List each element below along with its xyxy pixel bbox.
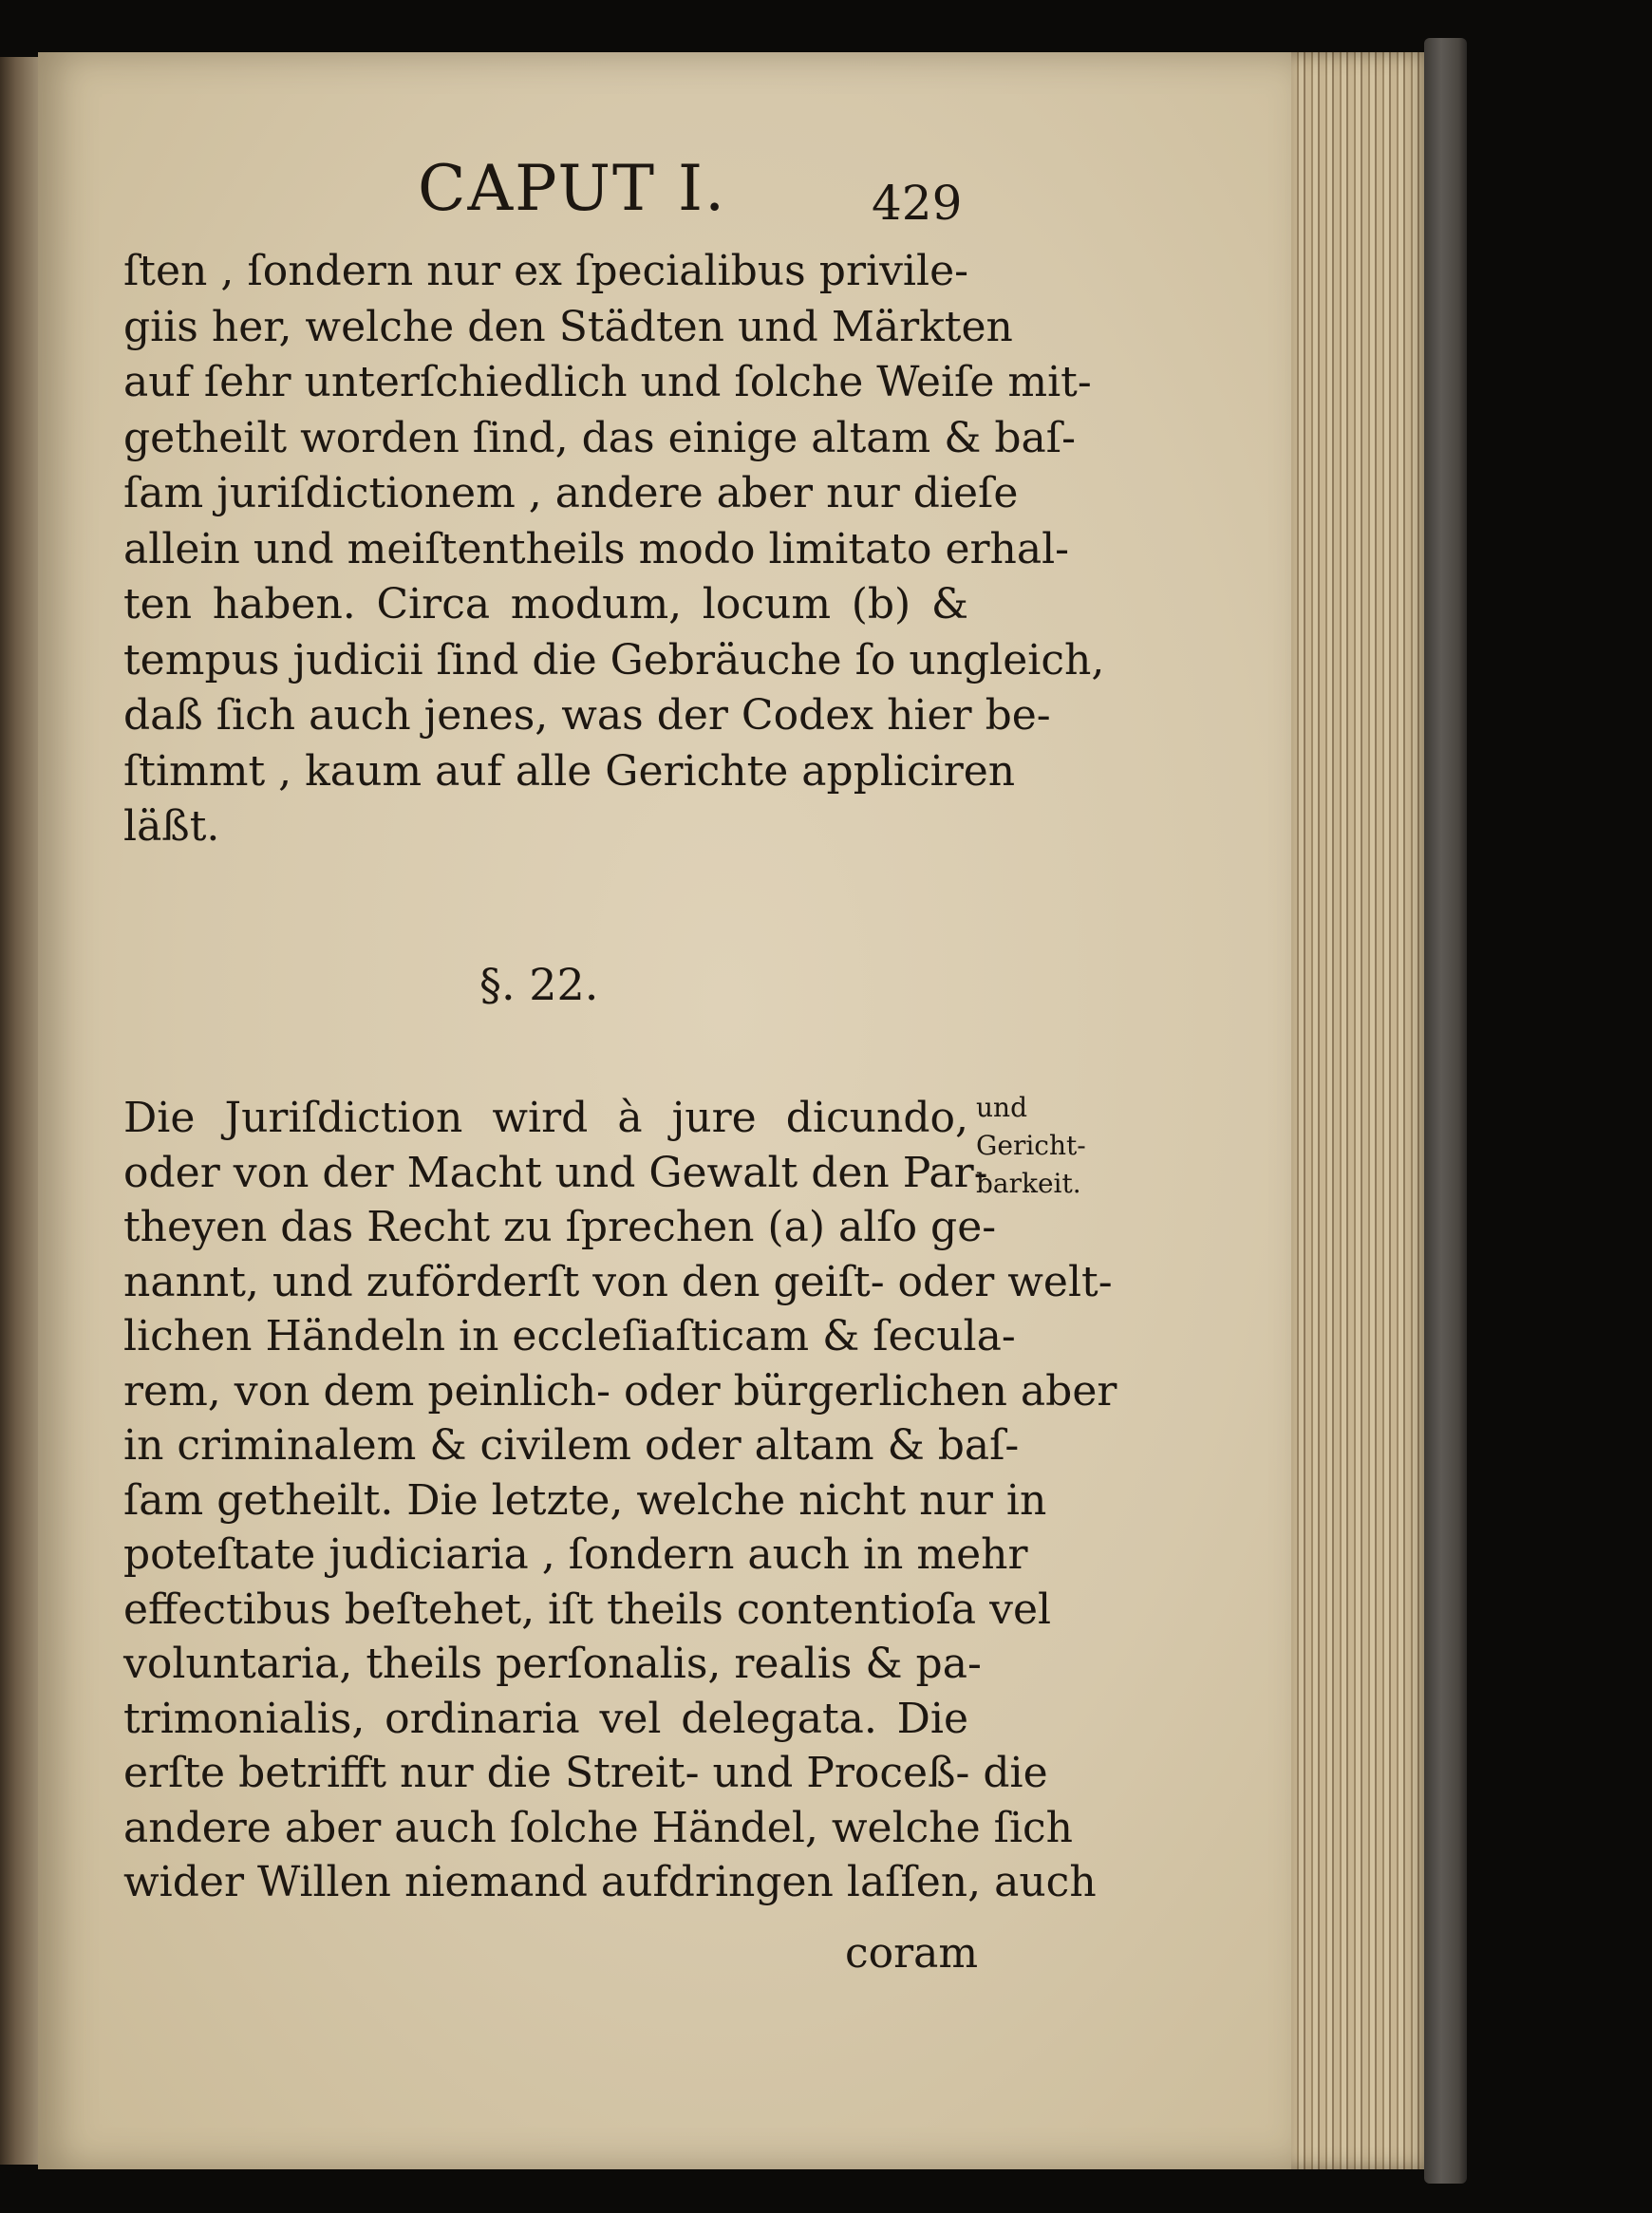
- running-head-title: CAPUT I.: [418, 152, 727, 225]
- text-line: tempus judicii ſind die Gebräuche ſo ungleich,: [123, 635, 1105, 685]
- text-line: voluntaria, theils perſonalis, realis & pa-: [123, 1640, 982, 1688]
- text-line: ſam juriſdictionem , andere aber nur dieſe: [123, 469, 1019, 517]
- text-line: andere aber auch ſolche Händel, welche ſich: [123, 1803, 1073, 1852]
- text-line: in criminalem & civilem oder altam & baſ-: [123, 1421, 1020, 1470]
- text-line: daß ſich auch jenes, was der Codex hier be-: [123, 691, 1051, 740]
- text-line: effectibus beſtehet, iſt theils contentioſa vel: [123, 1585, 1052, 1634]
- text-line: ten haben. Circa modum, locum (b) &: [123, 580, 968, 628]
- marginal-note-line: und: [976, 1092, 1027, 1123]
- section-heading: §. 22.: [479, 959, 599, 1010]
- text-line: ſtimmt , kaum auf alle Gerichte appliciren: [123, 746, 1016, 796]
- marginal-note-line: Gericht-: [976, 1130, 1086, 1161]
- page-number: 429: [872, 176, 963, 231]
- text-line: allein und meiſtentheils modo limitato erhal-: [123, 524, 1070, 573]
- text-line: theyen das Recht zu ſprechen (a) alſo ge-: [123, 1203, 997, 1251]
- text-line: Die Juriſdiction wird à jure dicundo,: [123, 1094, 968, 1142]
- text-line: getheilt worden ſind, das einige altam & baſ-: [123, 413, 1076, 462]
- book-cover-edge: [1424, 38, 1467, 2184]
- text-line: ſten , ſondern nur ex ſpecialibus privile-: [123, 247, 968, 295]
- text-line: rem, von dem peinlich- oder bürgerlichen aber: [123, 1366, 1117, 1416]
- text-line: nannt, und zuförderſt von den geiſt- oder welt-: [123, 1257, 1113, 1306]
- text-line: poteſtate judiciaria , ſondern auch in mehr: [123, 1530, 1028, 1579]
- text-line: lichen Händeln in eccleſiaſticam & ſecula-: [123, 1312, 1016, 1360]
- text-line: oder von der Macht und Gewalt den Par-: [123, 1148, 988, 1197]
- text-line: auf ſehr unterſchiedlich und ſolche Weiſe mit-: [123, 358, 1092, 406]
- marginal-note-line: barkeit.: [976, 1168, 1081, 1199]
- text-line: trimonialis, ordinaria vel delegata. Die: [123, 1694, 968, 1743]
- text-line: ſam getheilt. Die letzte, welche nicht nur in: [123, 1475, 1047, 1525]
- text-line: wider Willen niemand aufdringen laſſen, auch: [123, 1858, 1097, 1906]
- catchword: coram: [845, 1929, 979, 1978]
- page-fore-edge: [1291, 52, 1434, 2169]
- text-line: giis her, welche den Städten und Märkten: [123, 302, 1013, 351]
- text-line: erſte betrifft nur die Streit- und Proceß- die: [123, 1749, 1048, 1797]
- text-line: läßt.: [123, 802, 220, 851]
- left-page-edge: [0, 57, 38, 2165]
